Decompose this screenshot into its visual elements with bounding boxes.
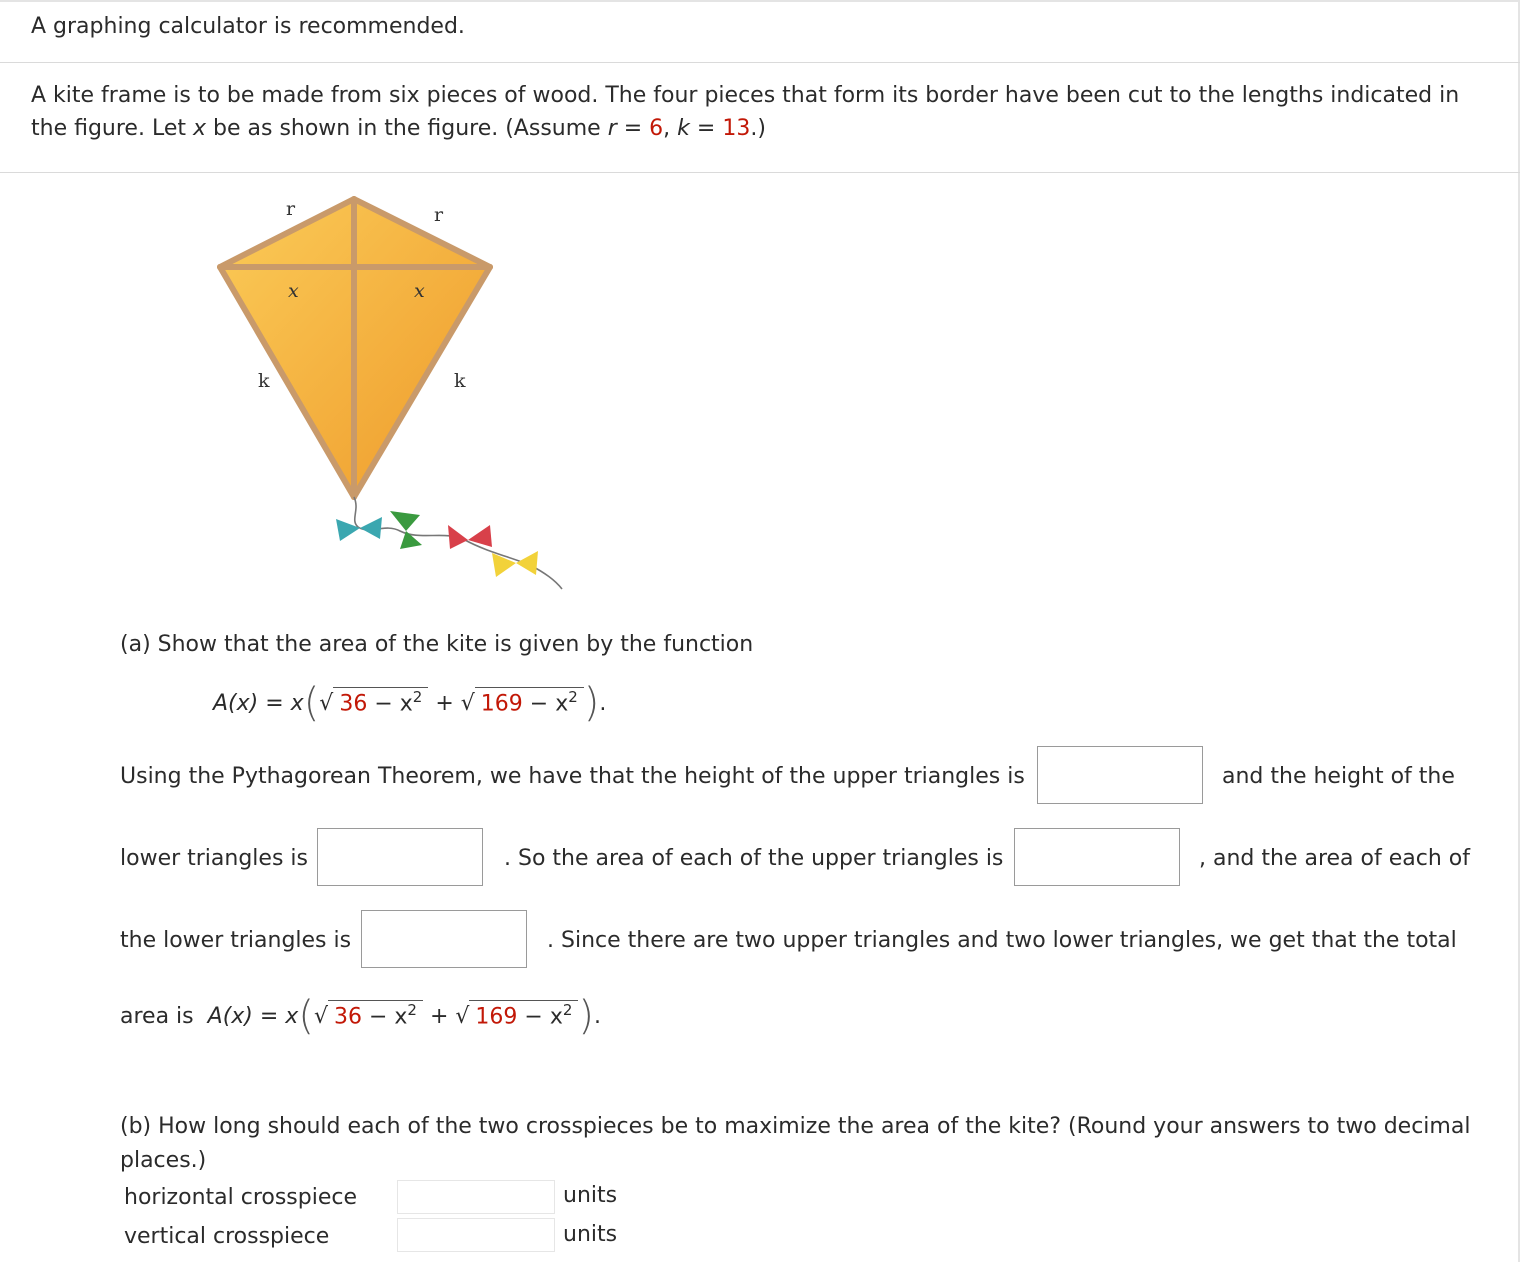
sqrt-icon: √ [319, 691, 334, 716]
problem-close: .) [750, 116, 766, 141]
problem-line-1: A kite frame is to be made from six pieces of wood. The four pieces that form its border have been cut to the lengths indicated in [31, 83, 1460, 108]
equals-r: = [616, 116, 650, 141]
tail-bow-green [390, 511, 422, 549]
part-b-prompt-2: places.) [120, 1148, 207, 1173]
area-formula [213, 680, 606, 726]
line2-mid: . So the area of each of the upper triangles is [504, 846, 1004, 871]
var-r: r [607, 116, 617, 141]
line1-pre: Using the Pythagorean Theorem, we have that the height of the upper triangles is [120, 764, 1025, 789]
line2-post: , and the area of each of [1199, 846, 1470, 871]
formula-lhs: A(x) = x [213, 691, 304, 716]
vertical-label: vertical crosspiece [124, 1224, 330, 1249]
radicand-4-value: 169 [475, 1004, 518, 1029]
var-x: x [192, 116, 207, 141]
radicand-1-value: 36 [339, 691, 368, 716]
label-r-right: r [434, 204, 444, 226]
line1-post: and the height of the [1222, 764, 1455, 789]
sqrt-icon: √ [460, 691, 475, 716]
kite-frame [220, 199, 490, 497]
radicand-2-exp: 2 [568, 687, 578, 706]
tail-bow-red [448, 525, 492, 549]
divider-top [0, 62, 1520, 63]
label-x-left: x [288, 280, 299, 302]
formula2-plus: + [422, 1004, 456, 1029]
equals-k: = [689, 116, 723, 141]
formula-end: . [599, 691, 607, 716]
horizontal-unit: units [563, 1183, 618, 1208]
divider-mid [0, 172, 1520, 173]
radicand-1 [333, 687, 428, 716]
part-a-prompt: (a) Show that the area of the kite is given by the function [120, 632, 754, 657]
kite-figure [210, 185, 580, 600]
label-r-left: r [286, 198, 296, 220]
problem-text-b: be as shown in the figure. (Assume [206, 116, 608, 141]
label-k-right: k [454, 370, 466, 392]
radicand-2-minus: − x [522, 691, 569, 716]
radicand-3-minus: − x [361, 1004, 408, 1029]
part-b-prompt-1: (b) How long should each of the two crosspieces be to maximize the area of the kite? (Round your answers to two decimal [120, 1114, 1471, 1139]
line2-pre: lower triangles is [120, 846, 308, 871]
lower-area-input[interactable] [361, 910, 527, 968]
label-x-right: x [414, 280, 425, 302]
tail-bow-teal [336, 517, 382, 541]
paren-close: ) [583, 680, 600, 726]
value-r: 6 [649, 116, 664, 141]
radicand-3 [328, 1000, 423, 1029]
horizontal-label: horizontal crosspiece [124, 1185, 358, 1210]
radicand-3-exp: 2 [407, 1000, 417, 1019]
problem-text-a: the figure. Let [31, 116, 193, 141]
value-k: 13 [722, 116, 751, 141]
formula2-lhs: A(x) = x [207, 1004, 299, 1029]
sqrt-icon: √ [313, 1004, 328, 1029]
upper-area-input[interactable] [1014, 828, 1180, 886]
formula-plus: + [428, 691, 461, 716]
comma: , [663, 116, 678, 141]
paren-close-2: ) [578, 993, 595, 1039]
radicand-4-minus: − x [517, 1004, 563, 1029]
vertical-crosspiece-input[interactable] [397, 1218, 555, 1252]
var-k: k [677, 116, 690, 141]
problem-line-2 [31, 116, 766, 141]
label-k-left: k [258, 370, 270, 392]
paren-open: ( [303, 680, 320, 726]
radicand-1-minus: − x [367, 691, 413, 716]
vertical-unit: units [563, 1222, 618, 1247]
lower-height-input[interactable] [317, 828, 483, 886]
upper-height-input[interactable] [1037, 746, 1203, 804]
radicand-4 [469, 1000, 578, 1029]
formula2-end: . [594, 1004, 602, 1029]
total-area-line [120, 993, 601, 1039]
radicand-3-value: 36 [333, 1004, 362, 1029]
radicand-2 [475, 687, 584, 716]
line3-post: . Since there are two upper triangles and two lower triangles, we get that the total [547, 928, 1457, 953]
line4-pre: area is [120, 1004, 194, 1029]
line3-pre: the lower triangles is [120, 928, 352, 953]
radicand-1-exp: 2 [412, 687, 423, 706]
calculator-note: A graphing calculator is recommended. [31, 14, 465, 39]
radicand-2-value: 169 [480, 691, 523, 716]
horizontal-crosspiece-input[interactable] [397, 1180, 555, 1214]
paren-open-2: ( [298, 993, 314, 1039]
sqrt-icon: √ [455, 1004, 470, 1029]
radicand-4-exp: 2 [562, 1000, 573, 1019]
